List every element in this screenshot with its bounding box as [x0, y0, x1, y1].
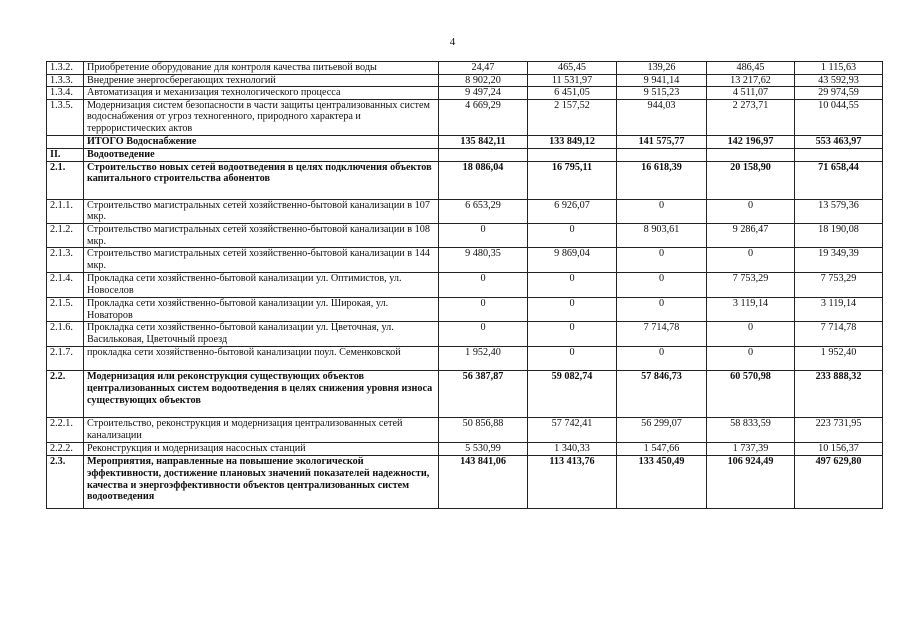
value-cell-total: 43 592,93 [795, 74, 883, 87]
table-row [47, 347, 883, 371]
value-cell-3 [617, 148, 707, 161]
row-name-cell: прокладка сети хозяйственно-бытовой канализации поул. Семенковской [84, 347, 439, 371]
value-cell-3: 16 618,39 [617, 161, 707, 199]
table-row [47, 161, 883, 199]
table-row [47, 148, 883, 161]
value-cell-3: 9 941,14 [617, 74, 707, 87]
value-cell-1: 9 480,35 [439, 248, 528, 273]
row-number-cell: 2.1.5. [47, 298, 84, 322]
value-cell-2: 0 [528, 273, 617, 298]
value-cell-3: 141 575,77 [617, 135, 707, 148]
value-cell-4: 4 511,07 [707, 87, 795, 100]
table-row [47, 322, 883, 347]
row-number-cell: 1.3.3. [47, 74, 84, 87]
value-cell-4: 0 [707, 199, 795, 223]
value-cell-total [795, 148, 883, 161]
value-cell-3: 9 515,23 [617, 87, 707, 100]
value-cell-1: 0 [439, 322, 528, 347]
value-cell-total: 7 753,29 [795, 273, 883, 298]
table-row [47, 74, 883, 87]
value-cell-1: 8 902,20 [439, 74, 528, 87]
row-name-cell: Прокладка сети хозяйственно-бытовой канализации ул. Цветочная, ул. Васильковая, Цветочный проезд [84, 322, 439, 347]
value-cell-1: 50 856,88 [439, 418, 528, 443]
value-cell-4: 13 217,62 [707, 74, 795, 87]
value-cell-2: 133 849,12 [528, 135, 617, 148]
value-cell-total: 553 463,97 [795, 135, 883, 148]
value-cell-1: 0 [439, 298, 528, 322]
value-cell-4: 9 286,47 [707, 223, 795, 247]
row-name-cell: Прокладка сети хозяйственно-бытовой канализации ул. Широкая, ул. Новаторов [84, 298, 439, 322]
row-name-cell: Строительство магистральных сетей хозяйственно-бытовой канализации в 108 мкр. [84, 223, 439, 247]
row-number-cell: 2.2.1. [47, 418, 84, 443]
row-name-cell: Прокладка сети хозяйственно-бытовой канализации ул. Оптимистов, ул. Новоселов [84, 273, 439, 298]
value-cell-3: 0 [617, 248, 707, 273]
table-row [47, 62, 883, 75]
value-cell-total: 10 156,37 [795, 443, 883, 456]
value-cell-2: 0 [528, 347, 617, 371]
value-cell-2: 2 157,52 [528, 99, 617, 135]
value-cell-4: 2 273,71 [707, 99, 795, 135]
value-cell-3: 0 [617, 199, 707, 223]
row-name-cell: Строительство новых сетей водоотведения в целях подключения объектов капитального строительства абонентов [84, 161, 439, 199]
value-cell-total: 233 888,32 [795, 371, 883, 418]
value-cell-2: 11 531,97 [528, 74, 617, 87]
value-cell-1: 6 653,29 [439, 199, 528, 223]
row-name-cell: Автоматизация и механизация технологического процесса [84, 87, 439, 100]
value-cell-4: 7 753,29 [707, 273, 795, 298]
value-cell-4: 20 158,90 [707, 161, 795, 199]
row-name-cell: Строительство, реконструкция и модернизация централизованных сетей канализации [84, 418, 439, 443]
row-number-cell: 1.3.2. [47, 62, 84, 75]
value-cell-2: 465,45 [528, 62, 617, 75]
value-cell-3: 139,26 [617, 62, 707, 75]
value-cell-4 [707, 148, 795, 161]
value-cell-1: 24,47 [439, 62, 528, 75]
value-cell-total: 10 044,55 [795, 99, 883, 135]
row-number-cell: 2.2. [47, 371, 84, 418]
value-cell-2: 6 451,05 [528, 87, 617, 100]
value-cell-1: 0 [439, 223, 528, 247]
row-name-cell: Приобретение оборудование для контроля качества питьевой воды [84, 62, 439, 75]
table-row [47, 443, 883, 456]
value-cell-1: 4 669,29 [439, 99, 528, 135]
value-cell-4: 3 119,14 [707, 298, 795, 322]
row-number-cell: II. [47, 148, 84, 161]
value-cell-1: 5 530,99 [439, 443, 528, 456]
value-cell-1: 0 [439, 273, 528, 298]
value-cell-4: 142 196,97 [707, 135, 795, 148]
value-cell-total: 3 119,14 [795, 298, 883, 322]
row-number-cell: 2.1.4. [47, 273, 84, 298]
table-row [47, 248, 883, 273]
value-cell-1 [439, 148, 528, 161]
value-cell-3: 0 [617, 298, 707, 322]
value-cell-2: 59 082,74 [528, 371, 617, 418]
table-row [47, 418, 883, 443]
value-cell-2: 0 [528, 322, 617, 347]
row-name-cell: Реконструкция и модернизация насосных станций [84, 443, 439, 456]
value-cell-4: 106 924,49 [707, 456, 795, 509]
value-cell-3: 7 714,78 [617, 322, 707, 347]
value-cell-2: 57 742,41 [528, 418, 617, 443]
value-cell-2: 9 869,04 [528, 248, 617, 273]
row-name-cell: Мероприятия, направленные на повышение экологической эффективности, достижение плановых значений показателей надежности, качества и энергоэффективности объектов централизованных систем водоотведения [84, 456, 439, 509]
value-cell-1: 135 842,11 [439, 135, 528, 148]
value-cell-3: 57 846,73 [617, 371, 707, 418]
value-cell-2: 16 795,11 [528, 161, 617, 199]
row-name-cell: Строительство магистральных сетей хозяйственно-бытовой канализации в 144 мкр. [84, 248, 439, 273]
value-cell-3: 8 903,61 [617, 223, 707, 247]
value-cell-4: 1 737,39 [707, 443, 795, 456]
row-number-cell: 1.3.4. [47, 87, 84, 100]
value-cell-4: 486,45 [707, 62, 795, 75]
value-cell-2: 1 340,33 [528, 443, 617, 456]
value-cell-total: 71 658,44 [795, 161, 883, 199]
table-row [47, 371, 883, 418]
value-cell-total: 13 579,36 [795, 199, 883, 223]
value-cell-2: 0 [528, 298, 617, 322]
value-cell-2: 113 413,76 [528, 456, 617, 509]
table-row [47, 99, 883, 135]
value-cell-total: 1 115,63 [795, 62, 883, 75]
value-cell-4: 0 [707, 322, 795, 347]
row-name-cell: ИТОГО Водоснабжение [84, 135, 439, 148]
value-cell-1: 1 952,40 [439, 347, 528, 371]
row-name-cell: Внедрение энергосберегающих технологий [84, 74, 439, 87]
value-cell-total: 29 974,59 [795, 87, 883, 100]
row-number-cell: 2.2.2. [47, 443, 84, 456]
value-cell-1: 56 387,87 [439, 371, 528, 418]
row-name-cell: Модернизация или реконструкция существующих объектов централизованных систем водоотведения в целях снижения уровня износа существующих объектов [84, 371, 439, 418]
value-cell-total: 7 714,78 [795, 322, 883, 347]
value-cell-1: 143 841,06 [439, 456, 528, 509]
value-cell-3: 0 [617, 347, 707, 371]
row-name-cell: Водоотведение [84, 148, 439, 161]
value-cell-total: 1 952,40 [795, 347, 883, 371]
row-number-cell: 2.1.3. [47, 248, 84, 273]
value-cell-3: 133 450,49 [617, 456, 707, 509]
table-row [47, 135, 883, 148]
value-cell-1: 18 086,04 [439, 161, 528, 199]
row-number-cell: 1.3.5. [47, 99, 84, 135]
value-cell-4: 0 [707, 347, 795, 371]
value-cell-total: 223 731,95 [795, 418, 883, 443]
value-cell-3: 944,03 [617, 99, 707, 135]
table-row [47, 87, 883, 100]
table-row [47, 199, 883, 223]
row-number-cell: 2.1.1. [47, 199, 84, 223]
value-cell-3: 0 [617, 273, 707, 298]
value-cell-1: 9 497,24 [439, 87, 528, 100]
row-name-cell: Строительство магистральных сетей хозяйственно-бытовой канализации в 107 мкр. [84, 199, 439, 223]
row-number-cell [47, 135, 84, 148]
row-number-cell: 2.1.6. [47, 322, 84, 347]
value-cell-4: 60 570,98 [707, 371, 795, 418]
value-cell-3: 1 547,66 [617, 443, 707, 456]
table-row [47, 223, 883, 247]
value-cell-2: 6 926,07 [528, 199, 617, 223]
value-cell-2: 0 [528, 223, 617, 247]
value-cell-3: 56 299,07 [617, 418, 707, 443]
value-cell-total: 18 190,08 [795, 223, 883, 247]
table-row [47, 273, 883, 298]
table-row [47, 298, 883, 322]
row-number-cell: 2.1. [47, 161, 84, 199]
row-number-cell: 2.1.7. [47, 347, 84, 371]
row-number-cell: 2.3. [47, 456, 84, 509]
investment-program-table [46, 61, 883, 509]
table-row [47, 456, 883, 509]
value-cell-2 [528, 148, 617, 161]
page-number: 4 [449, 36, 456, 48]
value-cell-4: 0 [707, 248, 795, 273]
value-cell-total: 497 629,80 [795, 456, 883, 509]
value-cell-4: 58 833,59 [707, 418, 795, 443]
row-name-cell: Модернизация систем безопасности в части защиты централизованных систем водоснабжения от угроз техногенного, природного характера и террористических актов [84, 99, 439, 135]
row-number-cell: 2.1.2. [47, 223, 84, 247]
value-cell-total: 19 349,39 [795, 248, 883, 273]
